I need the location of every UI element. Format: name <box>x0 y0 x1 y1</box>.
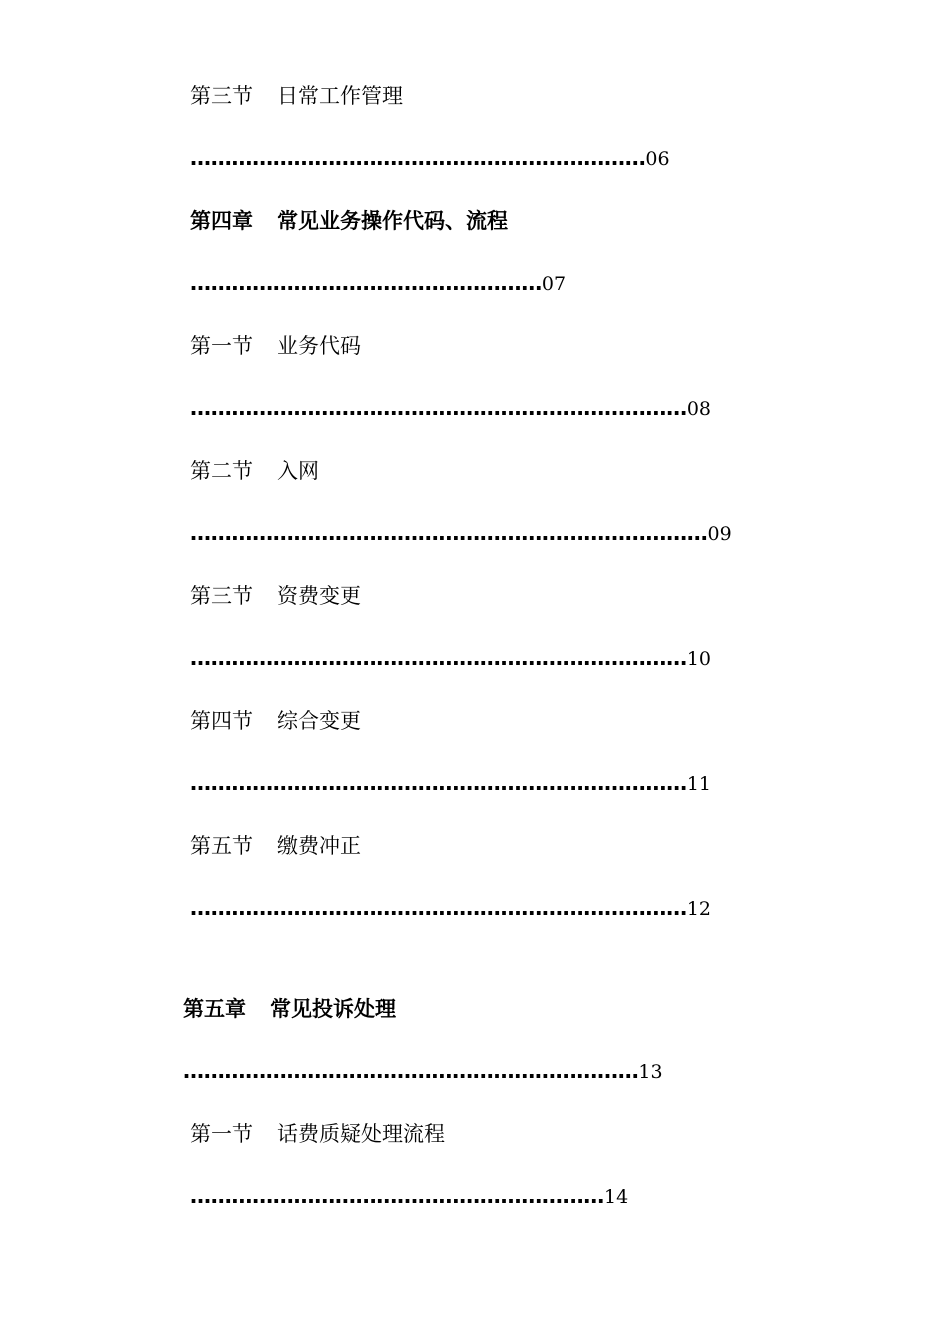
toc-entry-label: 第三节 <box>190 584 253 608</box>
toc-leader-line <box>190 519 732 548</box>
toc-leader-line <box>190 144 670 173</box>
toc-entry-title <box>190 1120 445 1148</box>
toc-entry-text: 业务代码 <box>277 334 361 358</box>
toc-entry-label: 第三节 <box>190 84 253 108</box>
toc-entry-text: 常见业务操作代码、流程 <box>277 208 508 233</box>
toc-entry-label: 第四节 <box>190 709 253 733</box>
toc-entry-label: 第五节 <box>190 834 253 858</box>
toc-entry-text: 资费变更 <box>277 584 361 608</box>
page-number: 10 <box>686 648 711 670</box>
toc-leader-line <box>190 1182 628 1211</box>
toc-entry-label: 第一节 <box>190 334 253 358</box>
page-number: 11 <box>686 773 711 795</box>
toc-leader-line <box>190 894 711 923</box>
toc-entry-text: 入网 <box>277 459 319 483</box>
toc-entry-text: 话费质疑处理流程 <box>277 1122 445 1146</box>
toc-leader-line <box>190 769 711 798</box>
dot-leader: …………………………………………… <box>190 271 542 295</box>
page-number: 08 <box>686 398 711 420</box>
toc-entry-title <box>190 707 361 735</box>
dot-leader: ………………………………………………………… <box>190 146 646 170</box>
page-number: 12 <box>686 898 711 920</box>
toc-leader-line <box>190 394 711 423</box>
dot-leader: ……………………………………………………………… <box>190 896 687 920</box>
dot-leader: ……………………………………………………………… <box>190 396 687 420</box>
page-number: 09 <box>707 523 732 545</box>
toc-entry-label: 第四章 <box>190 208 253 233</box>
dot-leader: ………………………………………………………… <box>183 1059 639 1083</box>
toc-leader-line <box>190 269 566 298</box>
dot-leader: ……………………………………………………………… <box>190 646 687 670</box>
toc-entry-text: 常见投诉处理 <box>270 996 396 1021</box>
toc-entry-title <box>190 457 319 485</box>
toc-entry-title <box>190 582 361 610</box>
toc-chapter-title <box>183 995 396 1023</box>
toc-entry-text: 缴费冲正 <box>277 834 361 858</box>
toc-chapter-title <box>190 207 508 235</box>
page-number: 07 <box>541 273 567 295</box>
dot-leader: …………………………………………………… <box>190 1184 605 1208</box>
toc-entry-label: 第五章 <box>183 996 246 1021</box>
toc-leader-line <box>190 644 711 673</box>
page-number: 13 <box>638 1061 663 1083</box>
toc-entry-text: 日常工作管理 <box>277 84 403 108</box>
toc-entry-title <box>190 332 361 360</box>
dot-leader: ………………………………………………………………… <box>190 521 708 545</box>
page-number: 06 <box>645 148 670 170</box>
toc-leader-line <box>183 1057 663 1086</box>
toc-entry-label: 第二节 <box>190 459 253 483</box>
toc-entry-title <box>190 82 403 110</box>
toc-entry-title <box>190 832 361 860</box>
toc-entry-label: 第一节 <box>190 1122 253 1146</box>
dot-leader: ……………………………………………………………… <box>190 771 687 795</box>
toc-entry-text: 综合变更 <box>277 709 361 733</box>
page-number: 14 <box>604 1186 629 1208</box>
